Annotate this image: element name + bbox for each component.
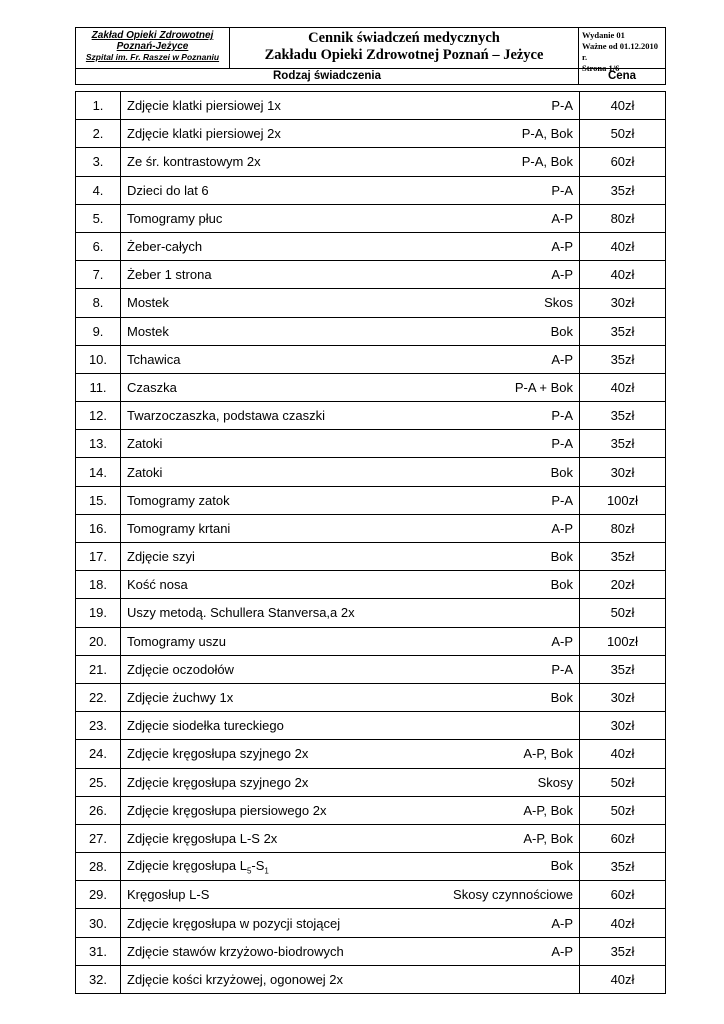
hospital-name: Szpital im. Fr. Raszei w Poznaniu [85, 52, 220, 62]
row-number: 2. [76, 120, 121, 148]
price-cell: 50zł [580, 120, 666, 148]
row-number: 3. [76, 148, 121, 176]
service-name: Dzieci do lat 6 [127, 182, 209, 198]
service-name: Ze śr. kontrastowym 2x [127, 154, 261, 170]
service-cell [121, 92, 580, 120]
institution-district: Poznań-Jeżyce [116, 41, 189, 52]
row-number: 8. [76, 289, 121, 317]
edition-label: Wydanie 01 [582, 30, 625, 40]
table-row [76, 683, 666, 711]
table-row [76, 712, 666, 740]
table-row [76, 486, 666, 514]
price-cell: 40zł [580, 92, 666, 120]
table-row [76, 148, 666, 176]
document-subtitle: Zakładu Opieki Zdrowotnej Poznań – Jeżyce [264, 47, 544, 63]
row-number: 31. [76, 937, 121, 965]
price-cell: 40zł [580, 261, 666, 289]
service-cell [121, 909, 580, 937]
service-name: Tomogramy uszu [127, 633, 226, 649]
table-row [76, 120, 666, 148]
table-row [76, 204, 666, 232]
row-number: 4. [76, 176, 121, 204]
row-number: 11. [76, 373, 121, 401]
projection: P-A [551, 182, 573, 198]
document-header [75, 27, 666, 73]
projection: A-P [551, 520, 573, 536]
service-cell [121, 824, 580, 852]
price-cell: 30zł [580, 458, 666, 486]
service-cell [121, 289, 580, 317]
service-name: Uszy metodą. Schullera Stanversa,a 2x [127, 605, 355, 621]
service-name: Mostek [127, 323, 169, 339]
service-name: Zdjęcie oczodołów [127, 661, 234, 677]
price-cell: 30zł [580, 289, 666, 317]
row-number: 25. [76, 768, 121, 796]
projection: P-A [551, 661, 573, 677]
service-name: Żeber 1 strona [127, 267, 212, 283]
service-cell [121, 317, 580, 345]
projection: P-A [551, 492, 573, 508]
service-cell [121, 373, 580, 401]
service-cell [121, 261, 580, 289]
service-name: Zdjęcie kości krzyżowej, ogonowej 2x [127, 971, 344, 987]
service-name: Zdjęcie szyi [127, 549, 195, 565]
projection: A-P, Bok [523, 830, 573, 846]
table-row [76, 92, 666, 120]
service-cell [121, 345, 580, 373]
price-cell: 35zł [580, 345, 666, 373]
row-number: 5. [76, 204, 121, 232]
table-row [76, 289, 666, 317]
projection: P-A, Bok [521, 154, 573, 170]
price-cell: 30zł [580, 683, 666, 711]
service-name: Zdjęcie siodełka tureckiego [127, 718, 284, 734]
row-number: 27. [76, 824, 121, 852]
projection: P-A [551, 408, 573, 424]
row-number: 21. [76, 655, 121, 683]
row-number: 24. [76, 740, 121, 768]
service-name: Zdjęcie kręgosłupa w pozycji stojącej [127, 915, 341, 931]
projection: Bok [550, 857, 573, 873]
price-cell: 60zł [580, 148, 666, 176]
service-cell [121, 740, 580, 768]
service-cell [121, 881, 580, 909]
row-number: 32. [76, 965, 121, 993]
price-cell: 35zł [580, 853, 666, 881]
row-number: 13. [76, 430, 121, 458]
projection: A-P, Bok [523, 802, 573, 818]
price-cell: 35zł [580, 176, 666, 204]
column-header-price: Cena [607, 70, 637, 82]
service-name: Zdjęcie stawów krzyżowo-biodrowych [127, 943, 344, 959]
page-number-label: Strona 1/6 [582, 63, 620, 73]
service-cell [121, 543, 580, 571]
price-cell: 40zł [580, 373, 666, 401]
table-row [76, 909, 666, 937]
price-cell: 35zł [580, 655, 666, 683]
projection: Bok [550, 464, 573, 480]
price-cell: 30zł [580, 712, 666, 740]
table-row [76, 853, 666, 881]
service-name: Tomogramy płuc [127, 210, 223, 226]
projection: Skosy [537, 774, 573, 790]
row-number: 22. [76, 683, 121, 711]
table-row [76, 937, 666, 965]
service-cell [121, 683, 580, 711]
service-name: Zdjęcie żuchwy 1x [127, 690, 234, 706]
row-number: 14. [76, 458, 121, 486]
price-cell: 50zł [580, 796, 666, 824]
service-name: Kręgosłup L-S [127, 887, 210, 903]
row-number: 23. [76, 712, 121, 740]
service-cell [121, 627, 580, 655]
projection: Bok [550, 549, 573, 565]
table-row [76, 430, 666, 458]
price-table [75, 91, 666, 994]
price-cell: 80zł [580, 514, 666, 542]
service-name: Twarzoczaszka, podstawa czaszki [127, 408, 325, 424]
projection: Skos [544, 295, 573, 311]
service-name: Żeber-całych [127, 239, 203, 255]
service-name: Tomogramy krtani [127, 520, 231, 536]
service-cell [121, 176, 580, 204]
service-cell [121, 712, 580, 740]
table-row [76, 965, 666, 993]
price-cell: 40zł [580, 740, 666, 768]
table-row [76, 514, 666, 542]
price-cell: 80zł [580, 204, 666, 232]
service-name: Mostek [127, 295, 169, 311]
row-number: 7. [76, 261, 121, 289]
table-row [76, 881, 666, 909]
price-cell: 35zł [580, 937, 666, 965]
row-number: 16. [76, 514, 121, 542]
service-cell [121, 853, 580, 881]
service-cell [121, 204, 580, 232]
row-number: 15. [76, 486, 121, 514]
service-cell [121, 458, 580, 486]
projection: A-P [551, 210, 573, 226]
price-cell: 20zł [580, 571, 666, 599]
table-row [76, 373, 666, 401]
price-cell: 35zł [580, 402, 666, 430]
service-cell [121, 937, 580, 965]
table-row [76, 740, 666, 768]
service-name: Tchawica [127, 351, 181, 367]
price-cell: 60zł [580, 824, 666, 852]
service-cell [121, 402, 580, 430]
service-cell [121, 599, 580, 627]
service-name: Kość nosa [127, 577, 188, 593]
price-cell: 40zł [580, 232, 666, 260]
service-cell [121, 486, 580, 514]
table-row [76, 571, 666, 599]
table-row [76, 176, 666, 204]
document-title: Cennik świadczeń medycznych [308, 30, 500, 46]
row-number: 12. [76, 402, 121, 430]
table-row [76, 627, 666, 655]
service-cell [121, 768, 580, 796]
service-cell [121, 965, 580, 993]
price-cell: 40zł [580, 909, 666, 937]
service-cell [121, 655, 580, 683]
service-name: Zatoki [127, 436, 163, 452]
price-cell: 60zł [580, 881, 666, 909]
table-row [76, 458, 666, 486]
service-name: Zatoki [127, 464, 163, 480]
table-row [76, 402, 666, 430]
service-cell [121, 571, 580, 599]
row-number: 18. [76, 571, 121, 599]
service-cell [121, 120, 580, 148]
service-name: Zdjęcie kręgosłupa szyjnego 2x [127, 774, 309, 790]
valid-from-label: Ważne od 01.12.2010 r. [582, 41, 659, 62]
table-row [76, 824, 666, 852]
service-name: Tomogramy zatok [127, 492, 230, 508]
projection: Bok [550, 690, 573, 706]
table-row [76, 543, 666, 571]
row-number: 19. [76, 599, 121, 627]
price-cell: 35zł [580, 543, 666, 571]
projection: A-P, Bok [523, 746, 573, 762]
price-cell: 35zł [580, 430, 666, 458]
row-number: 30. [76, 909, 121, 937]
service-cell [121, 232, 580, 260]
table-row [76, 796, 666, 824]
table-row [76, 261, 666, 289]
row-number: 26. [76, 796, 121, 824]
row-number: 9. [76, 317, 121, 345]
table-row [76, 345, 666, 373]
service-name: Zdjęcie kręgosłupa piersiowego 2x [127, 802, 327, 818]
table-row [76, 317, 666, 345]
price-cell: 50zł [580, 599, 666, 627]
table-row [76, 768, 666, 796]
row-number: 28. [76, 853, 121, 881]
service-cell [121, 796, 580, 824]
row-number: 1. [76, 92, 121, 120]
column-header-service: Rodzaj świadczenia [76, 69, 579, 84]
institution-name: Zakład Opieki Zdrowotnej [91, 30, 214, 41]
edition-box [579, 28, 665, 73]
projection: A-P [551, 267, 573, 283]
table-row [76, 599, 666, 627]
projection: Skosy czynnościowe [453, 887, 573, 903]
service-name: Zdjęcie klatki piersiowej 2x [127, 126, 281, 142]
projection: P-A + Bok [514, 379, 573, 395]
row-number: 17. [76, 543, 121, 571]
projection: A-P [551, 351, 573, 367]
projection: P-A [551, 98, 573, 114]
projection: Bok [550, 577, 573, 593]
projection: Bok [550, 323, 573, 339]
price-list-page [75, 27, 666, 994]
projection: A-P [551, 239, 573, 255]
service-cell [121, 148, 580, 176]
price-cell: 40zł [580, 965, 666, 993]
service-cell [121, 514, 580, 542]
document-title-box [230, 28, 579, 68]
column-header-row [75, 69, 666, 85]
service-name: Zdjęcie kręgosłupa L-S 2x [127, 830, 278, 846]
projection: A-P [551, 943, 573, 959]
table-row [76, 655, 666, 683]
price-cell: 35zł [580, 317, 666, 345]
service-name: Zdjęcie kręgosłupa $L_5-S_1$ [127, 857, 269, 876]
table-row [76, 232, 666, 260]
projection: A-P [551, 915, 573, 931]
price-cell: 100zł [580, 627, 666, 655]
row-number: 20. [76, 627, 121, 655]
service-cell [121, 430, 580, 458]
price-cell: 100zł [580, 486, 666, 514]
projection: P-A [551, 436, 573, 452]
service-name: Czaszka [127, 379, 177, 395]
projection: A-P [551, 633, 573, 649]
row-number: 10. [76, 345, 121, 373]
institution-box [76, 28, 230, 68]
row-number: 6. [76, 232, 121, 260]
projection: P-A, Bok [521, 126, 573, 142]
service-name: Zdjęcie kręgosłupa szyjnego 2x [127, 746, 309, 762]
price-cell: 50zł [580, 768, 666, 796]
service-name: Zdjęcie klatki piersiowej 1x [127, 98, 281, 114]
row-number: 29. [76, 881, 121, 909]
